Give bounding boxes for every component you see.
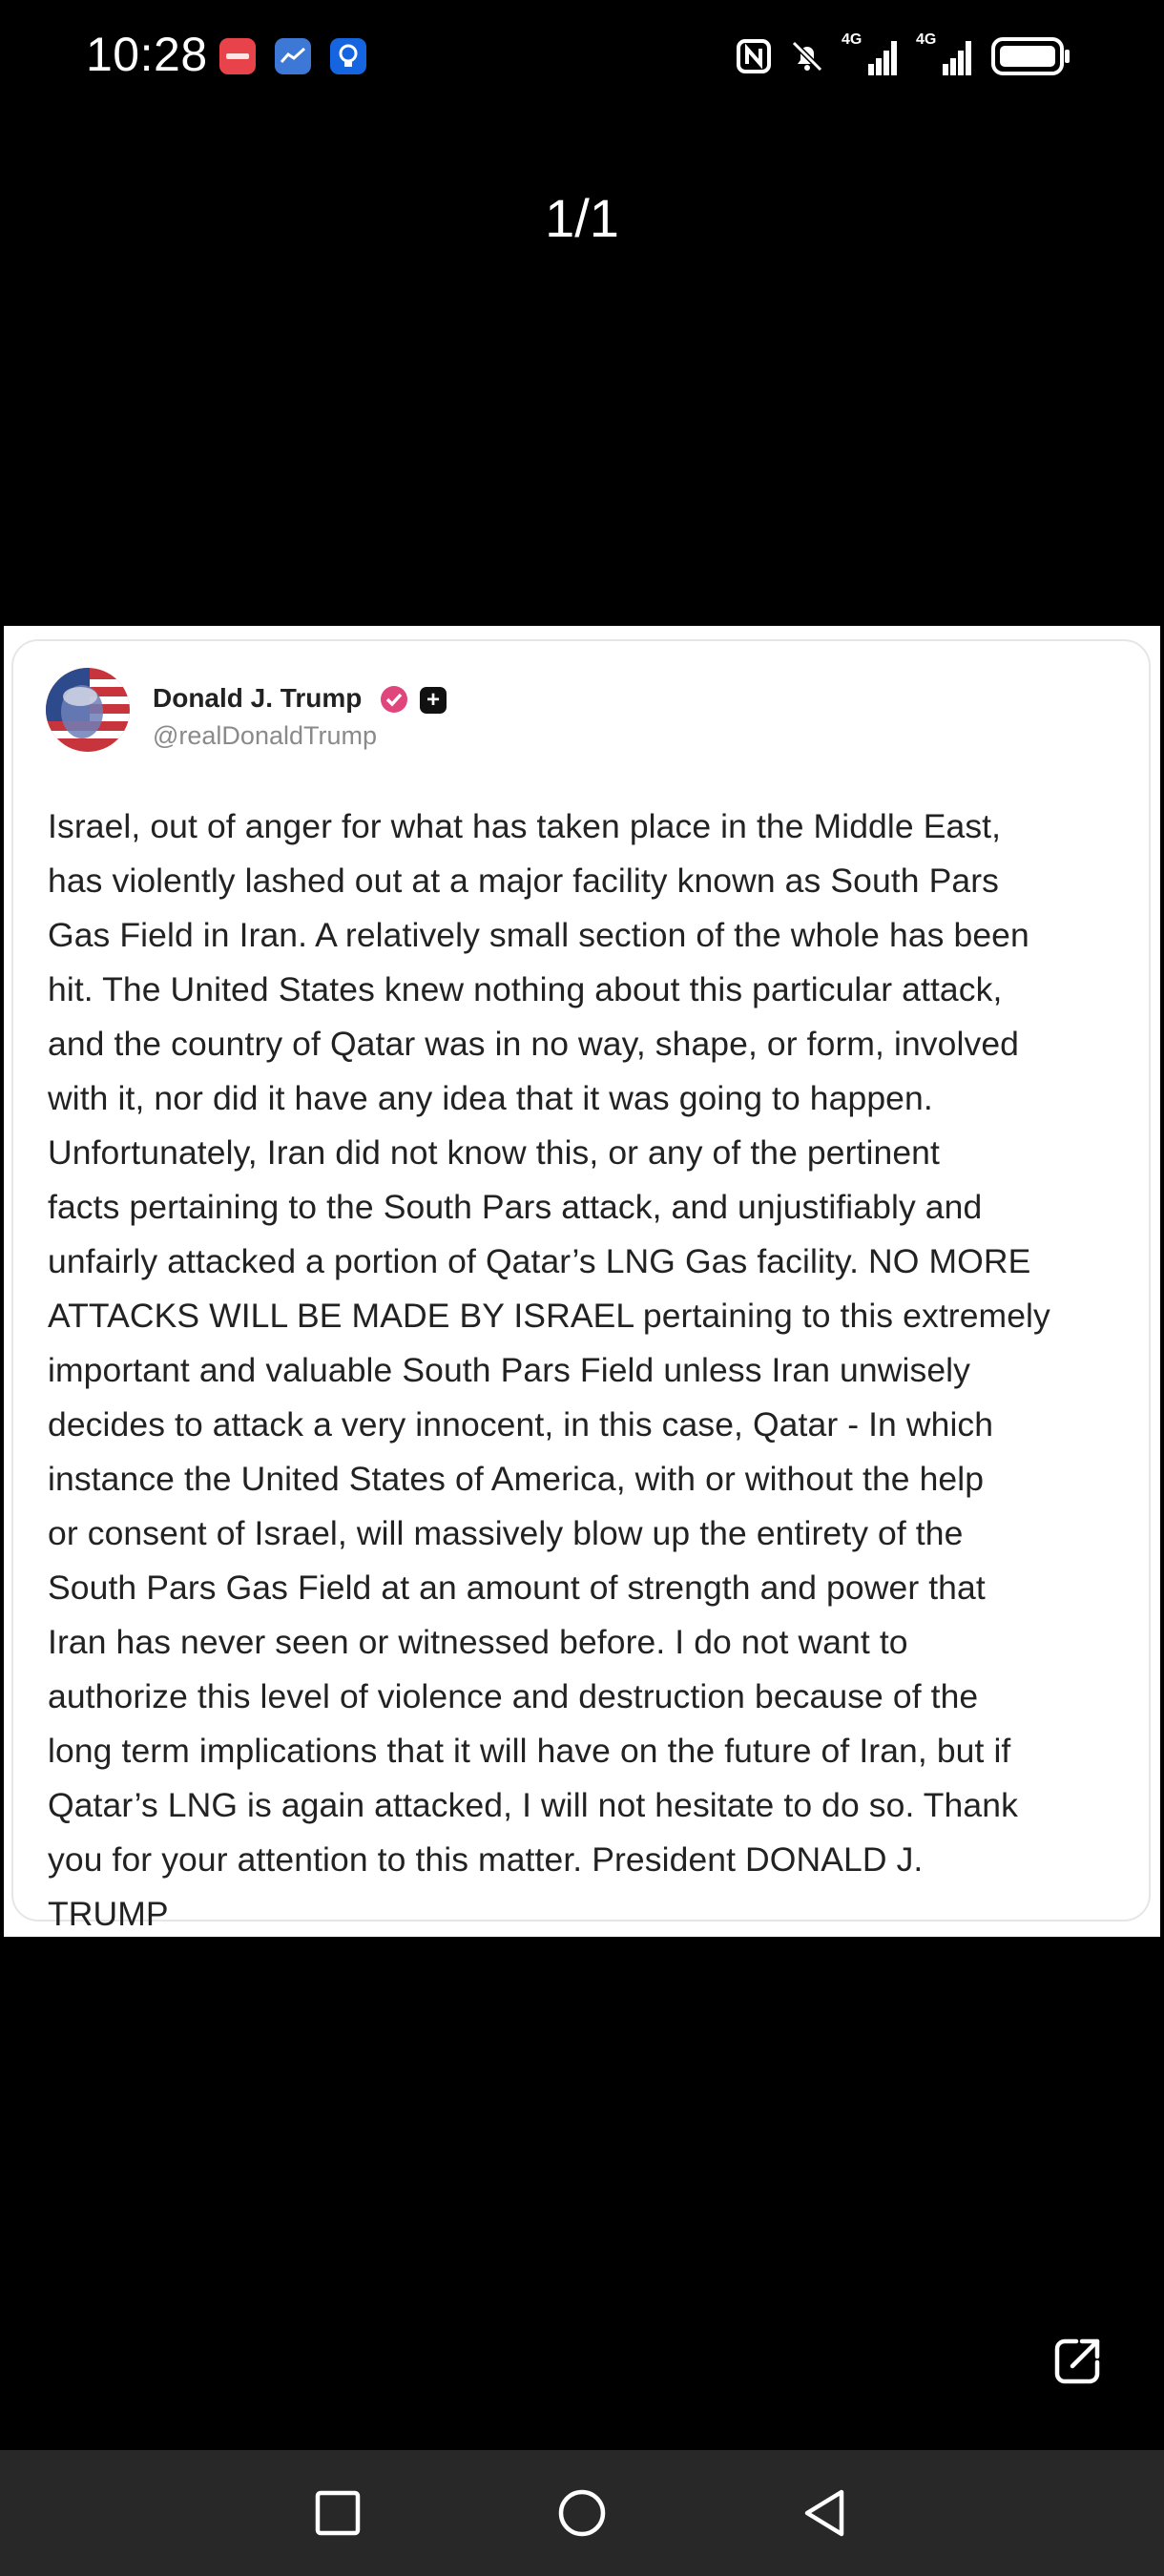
share-icon[interactable] <box>1051 2334 1105 2387</box>
mute-icon <box>788 37 826 75</box>
author-name: Donald J. Trump <box>153 683 363 713</box>
avatar <box>46 668 130 752</box>
home-icon[interactable] <box>551 2483 613 2544</box>
author-handle: @realDonaldTrump <box>153 721 377 750</box>
verified-icon <box>380 685 408 714</box>
post-body: Israel, out of anger for what has taken place in the Middle East, has violently lashed out at a major facility known as South Pars Gas Field in Iran. A relatively small section of the whole has been hit. The United States knew nothing about this particular attack, and the country of Qatar was in no way, shape, or form, involved with it, nor did it have any idea that it was going to happen. Unfortunately, Iran did not know this, or any of the pertinent facts pertaining to the South Pars attack, and unjustifiably and unfairly attacked a portion of Qatar’s LNG Gas facility. NO MORE ATTACKS WILL BE MADE BY ISRAEL pertaining to this extremely important and valuable South Pars Field unless Iran unwisely decides to attack a very innocent, in this case, Qatar - In which instance the United States of America, with or without the help or consent of Israel, will massively blow up the entirety of the South Pars Gas Field at an amount of strength and power that Iran has never seen or witnessed before. I do not want to authorize this level of violence and destruction because of the long term implications that it will have on the future of Iran, but if Qatar’s LNG is again attacked, I will not hesitate to do so. Thank you for your attention to this matter. President DONALD J. TRUMP <box>48 807 1050 1933</box>
page-counter: 1/1 <box>545 188 619 248</box>
battery-icon <box>990 35 1072 77</box>
plus-icon: + <box>420 687 447 714</box>
chart-app-icon <box>275 38 311 74</box>
network-type-2: 4G <box>916 31 937 48</box>
status-icons <box>735 32 1072 80</box>
navigation-bar <box>0 2450 1164 2576</box>
status-bar <box>0 0 1164 114</box>
nfc-icon <box>735 37 773 75</box>
huawei-app-icon <box>219 38 256 74</box>
network-type-1: 4G <box>842 31 863 48</box>
post-card <box>11 639 1151 1933</box>
back-icon[interactable] <box>796 2483 857 2544</box>
signal-icon <box>916 31 975 77</box>
bulb-app-icon <box>330 38 366 74</box>
recent-apps-icon[interactable] <box>307 2483 368 2544</box>
signal-icon <box>842 31 901 77</box>
post-screenshot-image[interactable] <box>4 626 1160 1937</box>
status-time: 10:28 <box>86 28 208 81</box>
